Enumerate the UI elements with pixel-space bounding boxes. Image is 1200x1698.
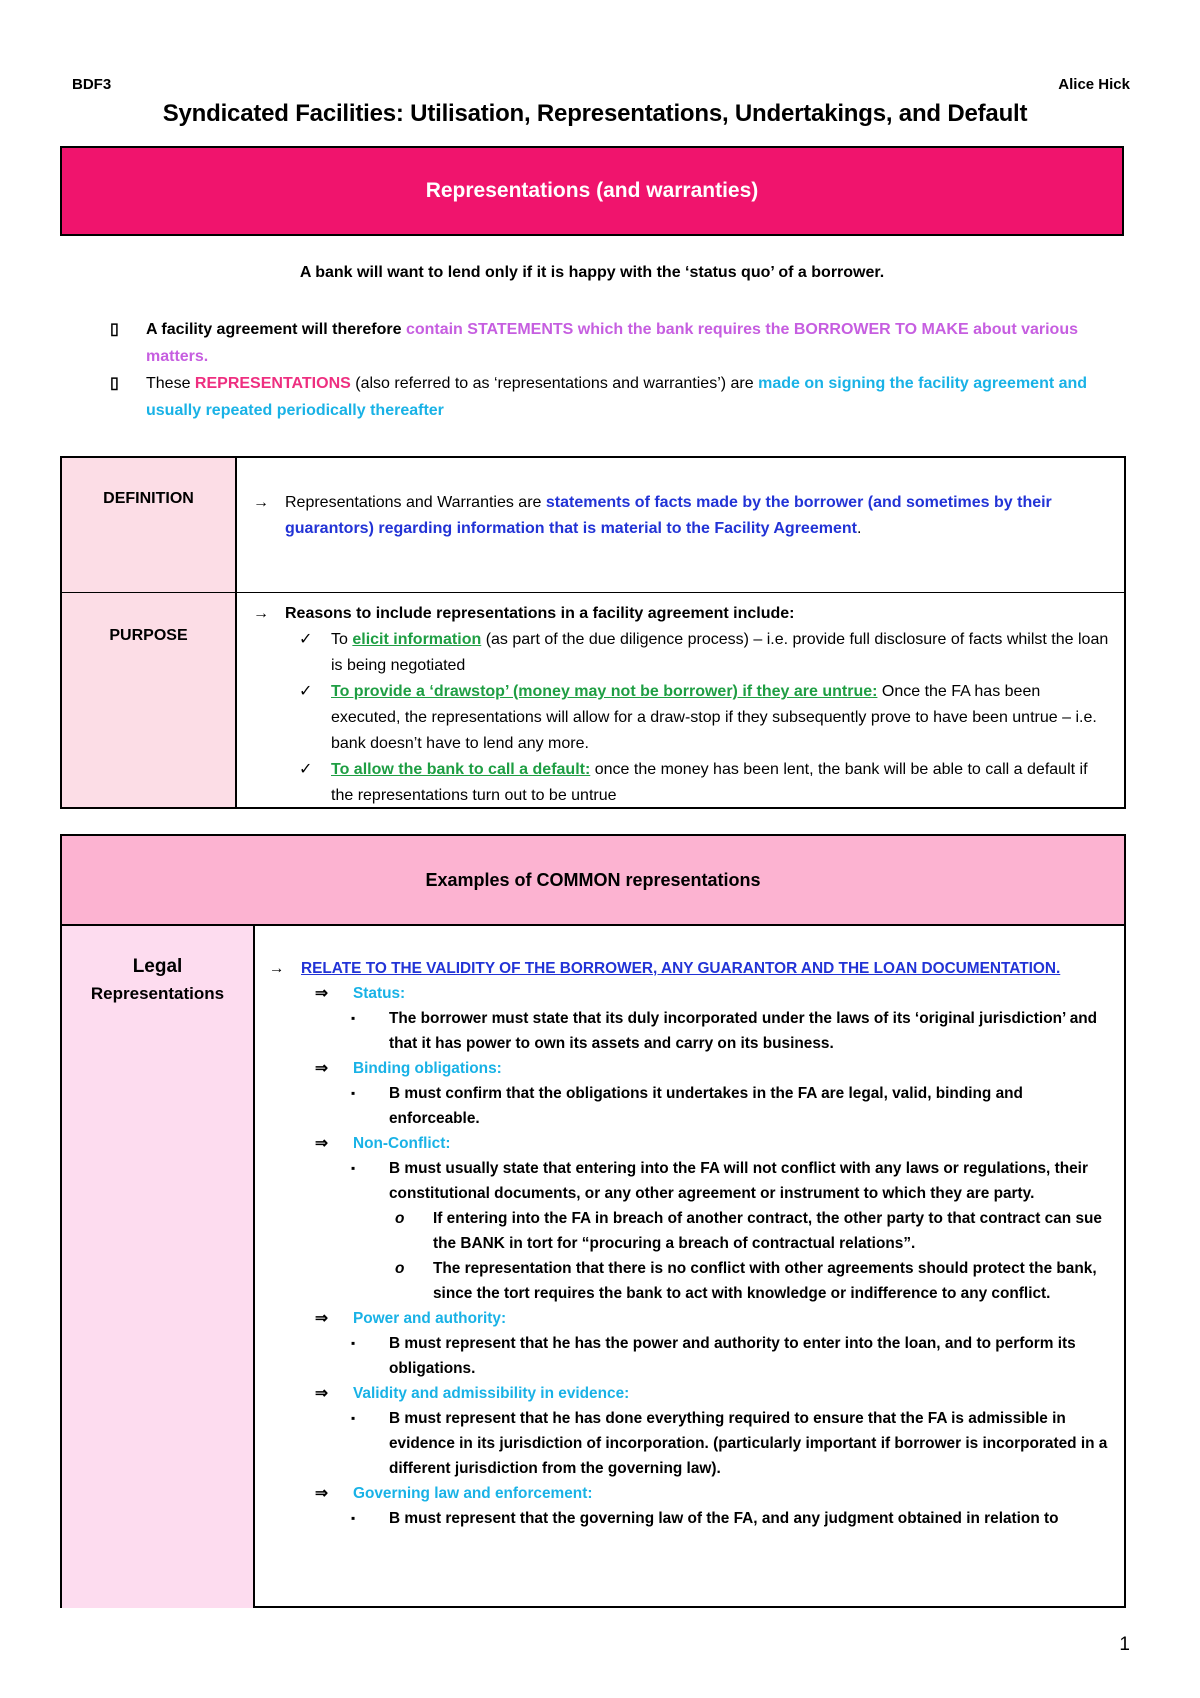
double-arrow-icon: ⇒ [315,1385,328,1402]
square-bullet-icon: ▪ [351,1161,356,1175]
purpose-item-post: once the money has been lent, the bank will be able to call a default if the representations turn out to be untrue [331,761,1088,804]
purpose-item-link: To allow the bank to call a default: [331,761,591,778]
circle-bullet-icon: o [395,1260,405,1277]
legal-relate [267,956,1112,981]
definition-text-c: . [856,520,862,537]
intro-bullets [110,316,1140,424]
status-heading [267,981,1112,1006]
square-bullet-icon: ▪ [351,1011,356,1025]
status-label: Status: [353,985,406,1002]
course-code: BDF3 [72,76,112,93]
status-item [267,1006,1112,1056]
purpose-item-link: elicit information [352,631,482,648]
section-banner [60,146,1124,236]
governing-heading [267,1481,1112,1506]
examples-heading-text: Examples of COMMON representations [425,869,761,890]
double-arrow-icon: ⇒ [315,1485,328,1502]
governing-label: Governing law and enforcement: [353,1485,593,1502]
definition-label-text: DEFINITION [103,490,194,507]
definition-text-b: statements of facts made by the borrower (and sometimes by their guarantors) regarding information that is material to the Facility Agreement [285,494,1052,537]
purpose-content [237,593,1124,807]
purpose-label [62,593,237,807]
bullet-2-text-c: (also referred to as ‘representations and warranties’) are [350,375,759,392]
validity-item [267,1406,1112,1481]
legal-row [62,926,1124,1608]
validity-label: Validity and admissibility in evidence: [353,1385,630,1402]
legal-subtitle: Representations [90,984,225,1003]
bullet-1-text-b: contain STATEMENTS which the bank requires the BORROWER TO MAKE about various matters. [146,321,1078,365]
power-heading [267,1306,1112,1331]
checkmark-icon: ✓ [299,683,313,700]
bullet-2-text-b: REPRESENTATIONS [194,375,351,392]
bullet-2-text-d: made on signing the facility agreement and usually repeated periodically thereafter [146,375,1088,419]
nonconflict-text: B must usually state that entering into the FA will not conflict with any laws or regulations, their constitutional documents, or any other agreement or instrument to which they are party. [389,1160,1088,1202]
purpose-item-1 [251,627,1110,679]
nonconflict-sub-2 [267,1256,1112,1306]
power-text: B must represent that he has the power and authority to enter into the loan, and to perform its obligations. [389,1335,1076,1377]
purpose-item-post: Once the FA has been executed, the representations will allow for a draw-stop if they subsequently prove to have been untrue – i.e. bank doesn’t have to lend any more. [331,683,1097,752]
page-number: 1 [1119,1634,1130,1655]
section-banner-label: Representations (and warranties) [425,179,759,202]
nonconflict-sub-1 [267,1206,1112,1256]
purpose-item-pre: To [331,631,353,648]
status-text: The borrower must state that its duly incorporated under the laws of its ‘original jurisdiction’ and that it has power to own its assets and carry on its business. [389,1010,1098,1052]
square-bullet-icon: ▪ [351,1086,356,1100]
author-name: Alice Hick [1058,76,1130,93]
purpose-item-2 [251,679,1110,757]
binding-text: B must confirm that the obligations it undertakes in the FA are legal, valid, binding and enforceable. [389,1085,1023,1127]
binding-heading [267,1056,1112,1081]
right-arrow-icon: → [269,960,285,977]
definition-label [62,458,237,592]
legal-title: Legal [132,956,183,977]
bullet-marker-icon: ▯ [110,375,119,392]
bullet-2-text-a: These [146,375,195,392]
double-arrow-icon: ⇒ [315,1135,328,1152]
purpose-row [62,592,1124,807]
purpose-lead [251,601,1110,627]
validity-text: B must represent that he has done everything required to ensure that the FA is admissible in evidence in its jurisdiction of incorporation. (particularly important if borrower is incorporated in a different jurisdiction from the governing law). [389,1410,1108,1477]
checkmark-icon: ✓ [299,761,313,778]
power-label: Power and authority: [353,1310,507,1327]
definition-row [62,458,1124,592]
validity-heading [267,1381,1112,1406]
square-bullet-icon: ▪ [351,1336,356,1350]
checkmark-icon: ✓ [299,631,313,648]
definition-item [251,490,1110,542]
nonconflict-heading [267,1131,1112,1156]
intro-lead: A bank will want to lend only if it is happy with the ‘status quo’ of a borrower. [299,264,885,281]
definition-purpose-table [60,456,1126,809]
purpose-item-link: To provide a ‘drawstop’ (money may not be borrower) if they are untrue: [331,683,878,700]
double-arrow-icon: ⇒ [315,1060,328,1077]
definition-content [237,458,1124,592]
intro-bullet-2 [110,370,1140,424]
power-item [267,1331,1112,1381]
binding-item [267,1081,1112,1131]
right-arrow-icon: → [253,605,269,622]
purpose-lead-text: Reasons to include representations in a facility agreement include: [285,605,795,622]
bullet-1-text-a: A facility agreement will therefore [146,321,406,338]
purpose-item-post: (as part of the due diligence process) – i.e. provide full disclosure of facts whilst the loan is being negotiated [331,631,1109,674]
circle-bullet-icon: o [395,1210,405,1227]
purpose-label-text: PURPOSE [109,627,188,644]
nonconflict-sub-2-text: The representation that there is no conflict with other agreements should protect the bank, since the tort requires the bank to act with knowledge or indifference to any conflict. [433,1260,1097,1302]
square-bullet-icon: ▪ [351,1511,356,1525]
square-bullet-icon: ▪ [351,1411,356,1425]
governing-item [267,1506,1112,1531]
nonconflict-sub-1-text: If entering into the FA in breach of another contract, the other party to that contract can sue the BANK in tort for “procuring a breach of contractual relations”. [433,1210,1102,1252]
right-arrow-icon: → [253,494,269,511]
document-title: Syndicated Facilities: Utilisation, Representations, Undertakings, and Default [162,100,1028,127]
purpose-item-3 [251,757,1110,809]
binding-label: Binding obligations: [353,1060,502,1077]
nonconflict-item [267,1156,1112,1206]
nonconflict-label: Non-Conflict: [353,1135,451,1152]
intro-bullet-1 [110,316,1140,370]
double-arrow-icon: ⇒ [315,985,328,1002]
legal-content [255,926,1124,1608]
legal-relate-text: RELATE TO THE VALIDITY OF THE BORROWER, ANY GUARANTOR AND THE LOAN DOCUMENTATION. [301,960,1061,977]
legal-label-cell [62,926,255,1608]
double-arrow-icon: ⇒ [315,1310,328,1327]
examples-heading [62,836,1124,926]
bullet-marker-icon: ▯ [110,321,119,338]
definition-text-a: Representations and Warranties are [285,494,546,511]
governing-text: B must represent that the governing law of the FA, and any judgment obtained in relation to [389,1510,1059,1527]
examples-table [60,834,1126,1608]
